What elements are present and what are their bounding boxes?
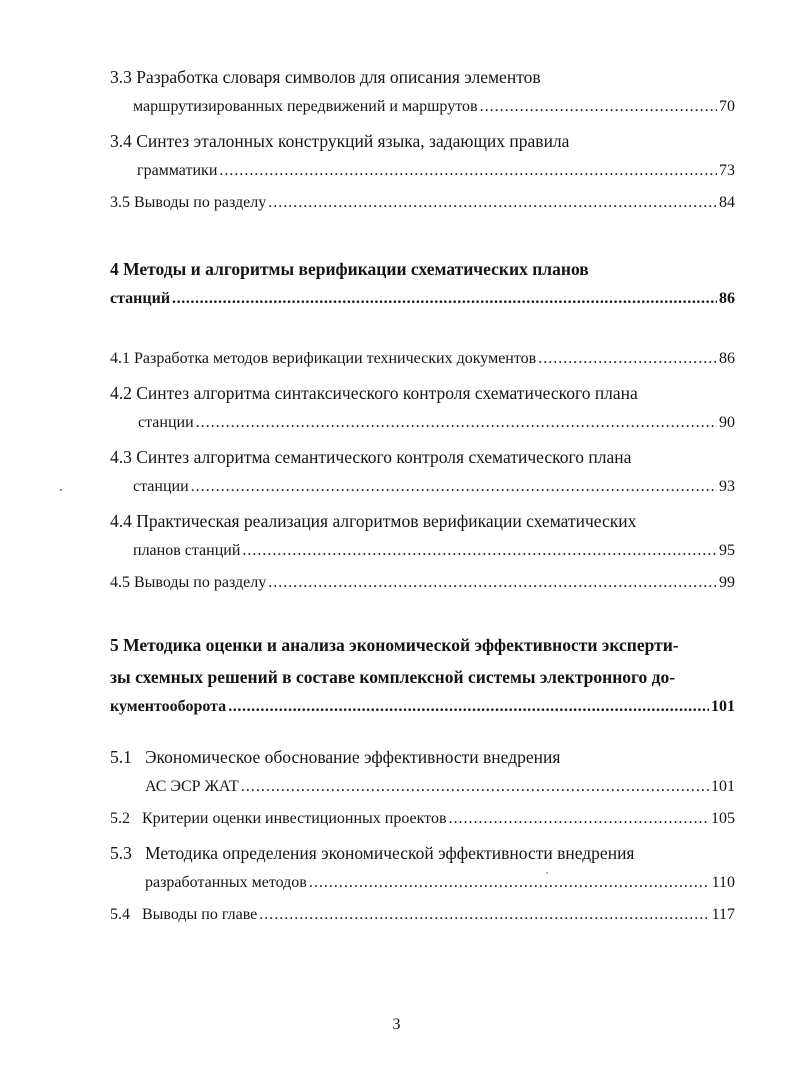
leader-dots	[196, 414, 717, 432]
toc-entry-5-1-page: 101	[711, 778, 735, 795]
toc-entry-4-2-title-cont: станции	[138, 414, 194, 431]
leader-dots	[268, 574, 717, 592]
toc-entry-3-4-title-cont: грамматики	[137, 162, 218, 179]
leader-dots	[191, 478, 717, 496]
toc-entry-4-1[interactable]	[110, 350, 735, 368]
toc-entry-5-3-title-cont: разработанных методов	[145, 874, 307, 891]
toc-entry-5-3[interactable]	[145, 874, 735, 892]
toc-entry-3-3[interactable]	[133, 98, 735, 116]
scan-speck	[60, 489, 62, 491]
toc-entry-4-4[interactable]	[133, 542, 735, 560]
toc-entry-3-4-title: 3.4 Синтез эталонных конструкций языка, задающих правила	[110, 131, 570, 151]
toc-entry-5-2-title: 5.2 Критерии оценки инвестиционных проектов	[110, 810, 447, 827]
toc-chapter-4-page: 86	[719, 290, 735, 307]
toc-chapter-5-title-end: кументооборота	[110, 698, 227, 715]
toc-entry-5-1-title: 5.1 Экономическое обоснование эффективности внедрения	[110, 747, 561, 767]
scan-speck	[546, 872, 548, 874]
toc-entry-3-3-page: 70	[719, 98, 735, 115]
leader-dots	[309, 874, 710, 892]
toc-entry-4-3-title: 4.3 Синтез алгоритма семантического контроля схематического плана	[110, 447, 632, 467]
toc-entry-4-5-title: 4.5 Выводы по разделу	[110, 574, 267, 591]
leader-dots	[259, 906, 709, 924]
toc-entry-3-3-title-cont: маршрутизированных передвижений и маршрутов	[133, 98, 478, 115]
toc-entry-5-4-page: 117	[711, 906, 735, 923]
toc-entry-3-4[interactable]	[137, 162, 735, 180]
toc-entry-4-1-page: 86	[719, 350, 735, 367]
toc-entry-4-2-title: 4.2 Синтез алгоритма синтаксического контроля схематического плана	[110, 383, 638, 403]
toc-entry-3-5-title: 3.5 Выводы по разделу	[110, 194, 267, 211]
toc-chapter-4-title: 4 Методы и алгоритмы верификации схематических планов	[110, 259, 589, 279]
toc-entry-4-4-page: 95	[719, 542, 735, 559]
toc-chapter-5[interactable]	[110, 698, 735, 716]
toc-entry-4-3-title-cont: станции	[133, 478, 189, 495]
toc-entry-4-4-title-cont: планов станций	[133, 542, 241, 559]
toc-entry-5-1-title-cont: АС ЭСР ЖАТ	[145, 778, 239, 795]
leader-dots	[480, 98, 717, 116]
toc-entry-3-3-title: 3.3 Разработка словаря символов для описания элементов	[110, 67, 541, 87]
toc-entry-4-3-page: 93	[719, 478, 735, 495]
toc-entry-4-4-title: 4.4 Практическая реализация алгоритмов верификации схематических	[110, 511, 637, 531]
toc-entry-3-4-page: 73	[719, 162, 735, 179]
toc-entry-4-1-title: 4.1 Разработка методов верификации технических документов	[110, 350, 537, 367]
toc-chapter-4[interactable]	[110, 290, 735, 308]
toc-entry-4-2-page: 90	[719, 414, 735, 431]
toc-entry-5-2-page: 105	[711, 810, 735, 827]
toc-entry-3-5-page: 84	[719, 194, 735, 211]
toc-entry-4-5[interactable]	[110, 574, 735, 592]
toc-entry-5-3-page: 110	[711, 874, 735, 891]
leader-dots	[242, 542, 717, 560]
toc-entry-4-5-page: 99	[719, 574, 735, 591]
leader-dots	[241, 778, 709, 796]
toc-entry-5-4-title: 5.4 Выводы по главе	[110, 906, 258, 923]
toc-entry-5-1[interactable]	[145, 778, 735, 796]
leader-dots	[538, 350, 717, 368]
toc-entry-4-2[interactable]	[138, 414, 735, 432]
toc-chapter-5-title-cont: зы схемных решений в составе комплексной системы электронного до-	[110, 667, 676, 687]
leader-dots	[228, 698, 709, 716]
toc-chapter-5-page: 101	[711, 698, 735, 715]
toc-entry-5-4[interactable]	[110, 906, 735, 924]
toc-entry-4-3[interactable]	[133, 478, 735, 496]
leader-dots	[219, 162, 717, 180]
leader-dots	[268, 194, 717, 212]
leader-dots	[449, 810, 709, 828]
leader-dots	[172, 290, 717, 308]
toc-chapter-5-title: 5 Методика оценки и анализа экономической эффективности эксперти-	[110, 635, 679, 655]
toc-entry-3-5[interactable]	[110, 194, 735, 212]
toc-entry-5-3-title: 5.3 Методика определения экономической эффективности внедрения	[110, 843, 635, 863]
toc-chapter-4-title-cont: станций	[110, 290, 171, 307]
toc-entry-5-2[interactable]	[110, 810, 735, 828]
page-number: 3	[392, 1016, 401, 1033]
